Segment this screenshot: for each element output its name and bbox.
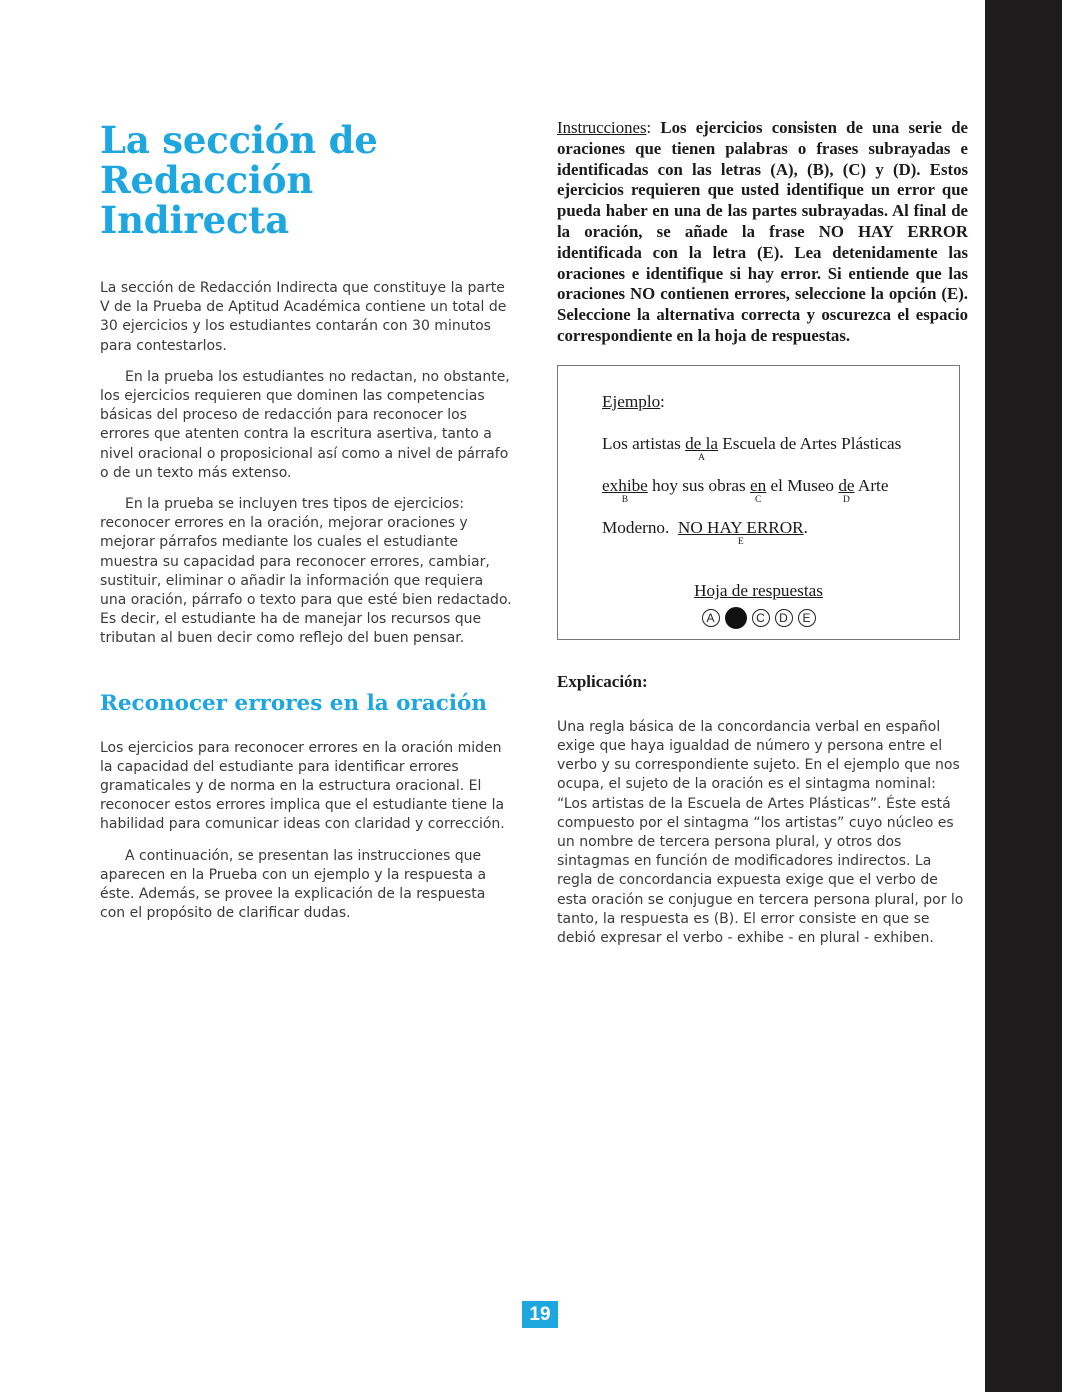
example-label: Ejemplo <box>602 391 661 411</box>
option-letter: B <box>621 494 629 505</box>
instructions-paragraph <box>557 118 968 347</box>
option-letter: D <box>843 494 850 505</box>
instructions-text: Los ejercicios consisten de una serie de oraciones que tienen palabras o frases subrayadas e identificadas con las letras (A), (B), (C) y (D). Estos ejercicios requieren que usted identifique un error que pueda haber en una de las partes subrayadas. Al final de la oración, se añade la frase NO HAY ERROR identificada con la letra (E). Lea detenidamente las oraciones e identifique si hay error. Si entiende que las oraciones NO contienen errores, seleccione la opción (E). Seleccione la alternativa correcta y oscurezca el espacio correspondiente en la hoja de respuestas. <box>557 118 968 345</box>
underlined-option: NO HAY ERROR E <box>677 517 804 547</box>
answer-bubble-b-filled <box>725 607 747 629</box>
page-number: 19 <box>522 1301 558 1328</box>
page-edge-bar <box>985 0 1062 1392</box>
page-title-line-2: Redacción Indirecta <box>100 158 314 242</box>
instructions-colon: : <box>646 118 652 137</box>
example-line: Moderno. NO HAY ERROR E . <box>602 517 808 547</box>
explanation-text <box>557 718 968 948</box>
answer-bubble-e: E <box>798 609 816 627</box>
option-letter: C <box>754 494 762 505</box>
example-box <box>557 365 960 640</box>
section-paragraph: Los ejercicios para reconocer errores en la oración miden la capacidad del estudiante para identificar errores gramaticales y de norma en la estructura oracional. El reconocer estos errores implica que el estudiante tiene la habilidad para comunicar ideas con claridad y corrección. <box>100 739 505 833</box>
answer-bubble-c: C <box>752 609 770 627</box>
answer-bubble-d: D <box>775 609 793 627</box>
answer-sheet-title: Hoja de respuestas <box>694 580 823 600</box>
example-line: exhibe B hoy sus obras en C el Museo de D Arte <box>602 475 889 505</box>
option-letter: A <box>698 452 705 463</box>
example-label-colon: : <box>660 391 665 411</box>
section-text <box>100 739 512 924</box>
page-title-line-1: La sección de <box>100 118 378 162</box>
intro-paragraph: En la prueba se incluyen tres tipos de ejercicios: reconocer errores en la oración, mejorar oraciones y mejorar párrafos mediante los cuales el estudiante muestra su capacidad para reconocer errores, cambiar, sustituir, eliminar o añadir la información que requiera una oración, párrafo o texto para que esté bien redactado. Es decir, el estudiante ha de manejar los recursos que tributan al buen decir como reflejo del buen pensar. <box>100 496 512 647</box>
intro-text <box>100 279 512 649</box>
answer-bubble-a: A <box>702 609 720 627</box>
instructions-label: Instrucciones <box>557 118 647 137</box>
underlined-option: de la A <box>685 433 718 463</box>
option-letter: E <box>737 536 744 547</box>
intro-paragraph: En la prueba los estudiantes no redactan, no obstante, los ejercicios requieren que dominen las competencias básicas del proceso de redacción para reconocer los errores que atenten contra la escritura asertiva, tanto a nivel oracional o proposicional así como a nivel de párrafo o de un texto más extenso. <box>100 368 510 481</box>
right-column <box>557 118 968 948</box>
page-title <box>100 120 512 240</box>
intro-paragraph: La sección de Redacción Indirecta que constituye la parte V de la Prueba de Aptitud Académica contiene un total de 30 ejercicios y los estudiantes contarán con 30 minutos para contestarlos. <box>100 280 507 354</box>
example-line: Los artistas de la A Escuela de Artes Plásticas <box>602 433 902 463</box>
section-subtitle: Reconocer errores en la oración <box>100 690 488 716</box>
explanation-paragraph: Una regla básica de la concordancia verbal en español exige que haya igualdad de número y persona entre el verbo y su correspondiente sujeto. En el ejemplo que nos ocupa, el sujeto de la oración es el sintagma nominal: “Los artistas de la Escuela de Artes Plásticas”. Éste está compuesto por el sintagma “los artistas” cuyo núcleo es un nombre de tercera persona plural, y otros dos sintagmas en función de modificadores indirectos. La regla de concordancia expuesta exige que el verbo de esta oración se conjugue en tercera persona plural, por lo tanto, la respuesta es (B). El error consiste en que se debió expresar el verbo - exhibe - en plural - exhiben. <box>557 718 964 946</box>
underlined-option: en C <box>750 475 767 505</box>
underlined-option: de D <box>838 475 855 505</box>
underlined-option: exhibe B <box>602 475 648 505</box>
left-column <box>100 120 512 923</box>
section-paragraph: A continuación, se presentan las instrucciones que aparecen en la Prueba con un ejemplo y la respuesta a éste. Además, se provee la explicación de la respuesta con el propósito de clarificar dudas. <box>100 847 487 922</box>
explanation-title: Explicación: <box>557 671 648 691</box>
answer-bubbles <box>558 607 959 629</box>
